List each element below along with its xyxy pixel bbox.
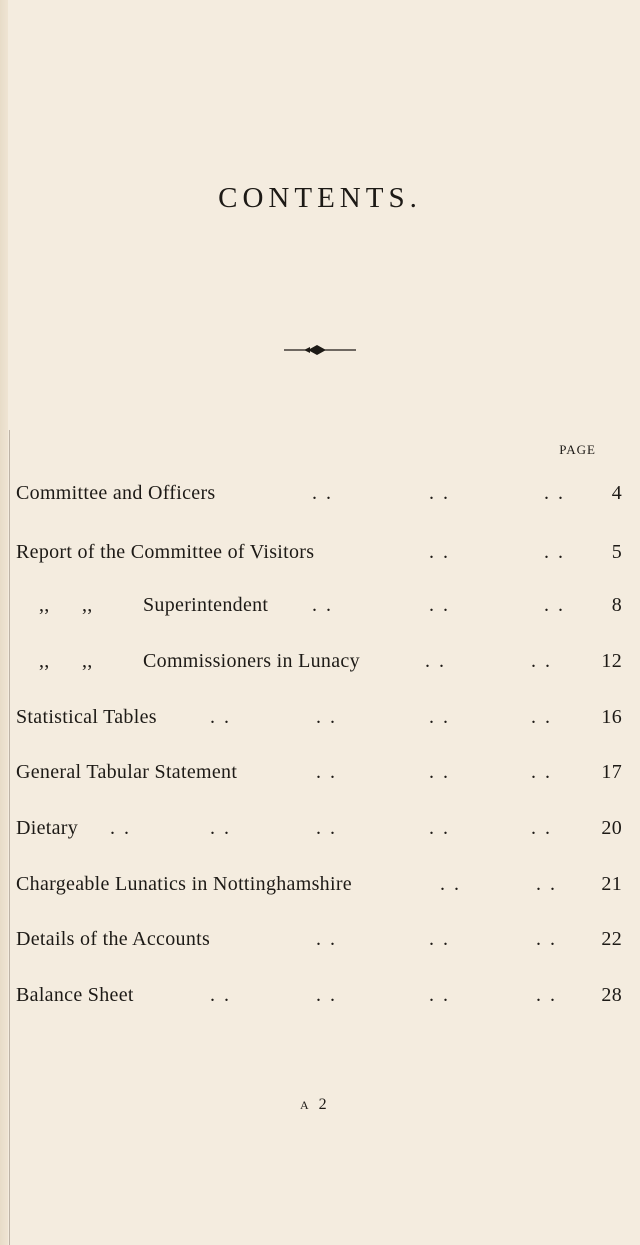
toc-entry-page: 20 [601,817,622,839]
toc-entry [16,984,622,1010]
leader-dots: . . [425,650,446,672]
leader-dots: . . [429,928,450,950]
toc-entry-page: 17 [601,761,622,783]
leader-dots: . . [429,482,450,504]
leader-dots: . . [312,482,333,504]
leader-dots: . . [429,706,450,728]
toc-entry-page: 8 [611,594,622,616]
leader-dots: . . [531,650,552,672]
leader-dots: . . [316,984,337,1006]
leader-dots: . . [544,594,565,616]
toc-entry-page: 22 [601,928,622,950]
leader-dots: . . [312,594,333,616]
leader-dots: . . [316,817,337,839]
toc-entry-page: 28 [601,984,622,1006]
leader-dots: . . [316,706,337,728]
toc-entry [16,873,622,899]
ditto-mark: ,, [39,594,50,616]
signature-mark [300,1096,329,1114]
leader-dots: . . [210,817,231,839]
toc-entry-title: Chargeable Lunatics in Nottinghamshire [16,873,352,895]
toc-entry-title: Statistical Tables [16,706,157,728]
leader-dots: . . [210,706,231,728]
leader-dots: . . [531,817,552,839]
ditto-mark: ,, [39,650,50,672]
toc-entry-page: 12 [601,650,622,672]
toc-entry-title: Commissioners in Lunacy [143,650,360,672]
leader-dots: . . [316,761,337,783]
leader-dots: . . [440,873,461,895]
toc-entry-title: Details of the Accounts [16,928,211,950]
signature-letter: A [300,1098,311,1112]
leader-dots: . . [210,984,231,1006]
toc-entry [16,482,622,508]
leader-dots: . . [544,541,565,563]
leader-dots: . . [544,482,565,504]
page-column-heading: PAGE [559,442,596,457]
toc-entry [16,928,622,954]
toc-entry-page: 21 [601,873,622,895]
toc-entry-title: Superintendent [143,594,269,616]
table-of-contents [16,0,622,1245]
leader-dots: . . [429,541,450,563]
signature-number: 2 [318,1096,329,1113]
leader-dots: . . [536,873,557,895]
leader-dots: . . [536,928,557,950]
toc-entry-title: Report of the Committee of Visitors [16,541,315,563]
page-title: CONTENTS. [218,182,422,214]
toc-entry [16,594,622,620]
toc-entry-title: Committee and Officers [16,482,216,504]
leader-dots: . . [429,817,450,839]
toc-entry-page: 4 [611,482,622,504]
leader-dots: . . [429,761,450,783]
leader-dots: . . [316,928,337,950]
leader-dots: . . [110,817,131,839]
leader-dots: . . [429,594,450,616]
leader-dots: . . [536,984,557,1006]
toc-entry [16,650,622,676]
toc-entry-page: 16 [601,706,622,728]
toc-entry [16,541,622,567]
toc-entry-title: General Tabular Statement [16,761,238,783]
toc-entry-title: Balance Sheet [16,984,134,1006]
ditto-mark: ,, [82,594,93,616]
toc-entry [16,817,622,843]
leader-dots: . . [531,706,552,728]
binding-line [9,430,10,1245]
toc-entry-title: Dietary [16,817,79,839]
toc-entry [16,761,622,787]
toc-entry [16,706,622,732]
toc-entry-page: 5 [611,541,622,563]
leader-dots: . . [531,761,552,783]
leader-dots: . . [429,984,450,1006]
ditto-mark: ,, [82,650,93,672]
